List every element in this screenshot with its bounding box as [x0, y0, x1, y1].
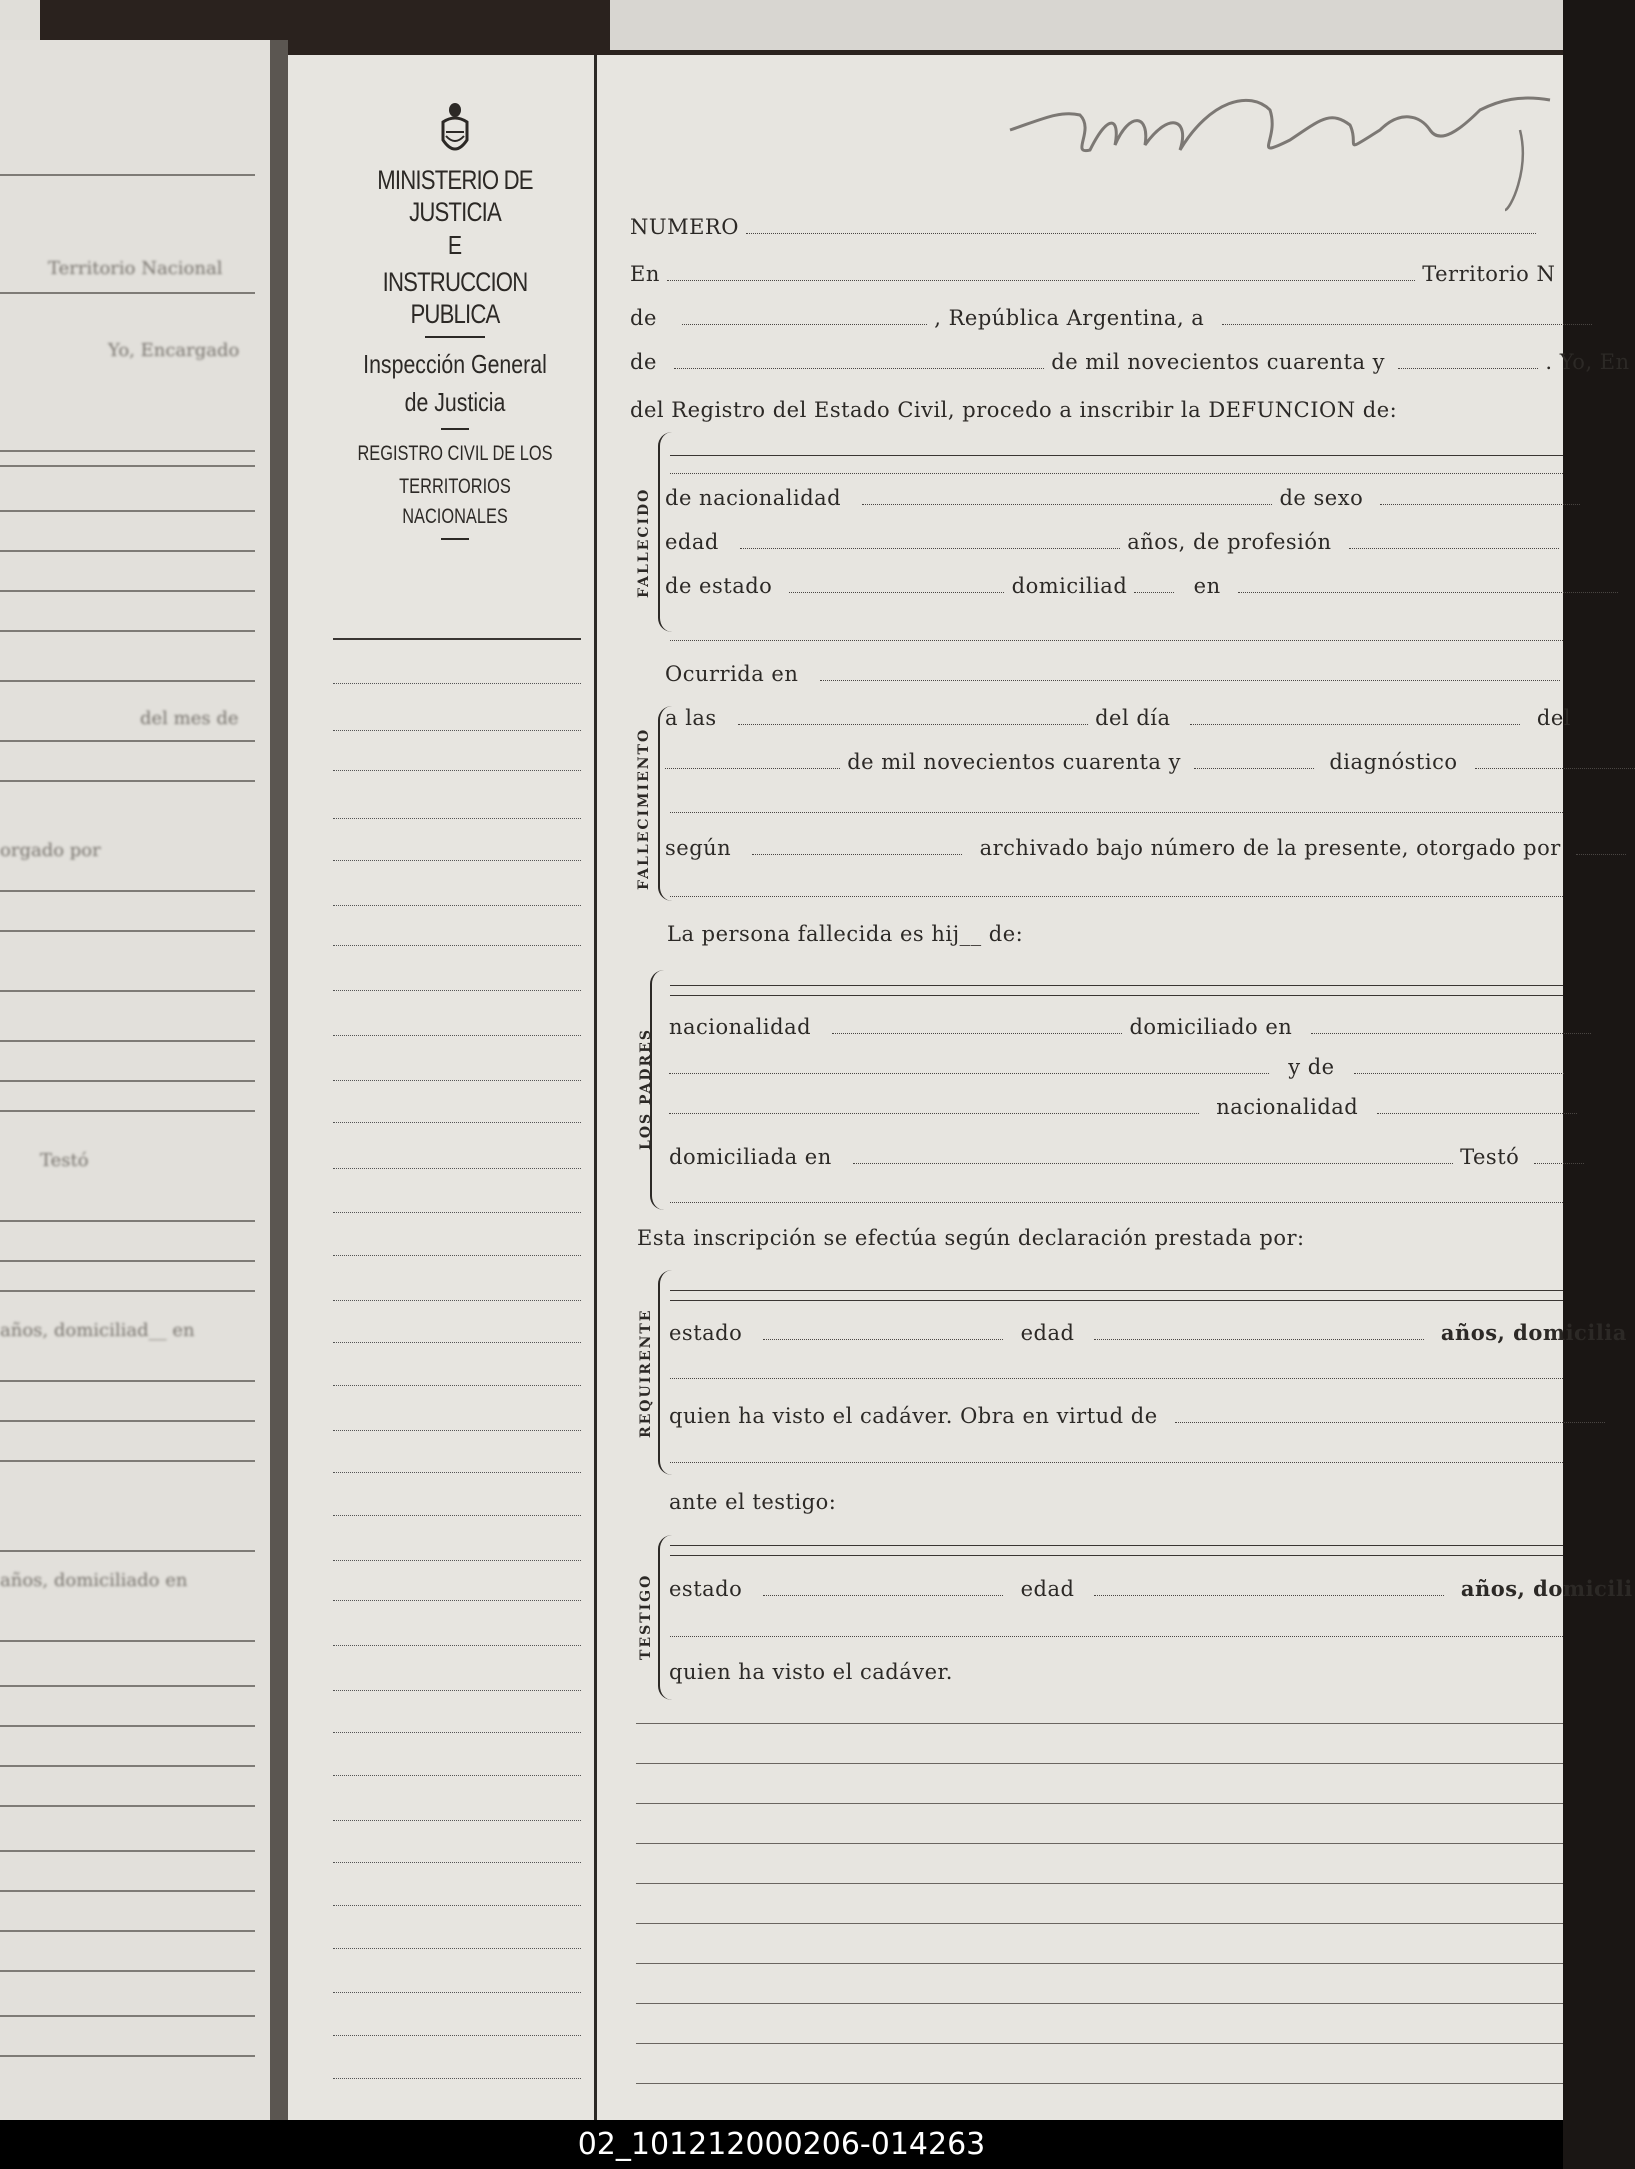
section-label-fallecimiento: FALLECIMIENTO — [636, 727, 652, 890]
brace-fallecimiento — [658, 706, 672, 901]
padre-domicilio-field[interactable] — [1311, 1019, 1591, 1034]
otorgado-field[interactable] — [1576, 840, 1626, 855]
mes-field[interactable] — [665, 754, 840, 769]
inspection-line1: Inspección General — [363, 349, 547, 379]
registry-line2: TERRITORIOS NACIONALES — [399, 475, 511, 528]
en-label-fallecido: en — [1193, 574, 1221, 598]
req-quien-label: quien ha visto el cadáver. Obra en virtud de — [669, 1404, 1158, 1428]
test-edad-label: edad — [1020, 1577, 1075, 1601]
madre-nacionalidad-field[interactable] — [1377, 1099, 1577, 1114]
anos-profesion-label: años, de profesión — [1127, 530, 1332, 554]
diagnostico-label: diagnóstico — [1329, 750, 1458, 774]
left-frag-domiciliado: años, domiciliado en — [0, 1570, 188, 1591]
anio-field-2[interactable] — [1194, 754, 1314, 769]
profesion-field[interactable] — [1349, 534, 1559, 549]
signature-scribble — [1000, 70, 1560, 210]
req-anos-dom-label: años, domicilia — [1440, 1320, 1627, 1345]
test-anos-dom-label: años, domicili — [1460, 1576, 1633, 1601]
next-sheet-edge — [610, 0, 1563, 50]
ministry-line1: MINISTERIO DE JUSTICIA — [377, 165, 533, 227]
y-de-label: y de — [1288, 1055, 1335, 1079]
edad-field[interactable] — [740, 534, 1120, 549]
del-dia-label: del día — [1095, 706, 1171, 730]
book-gutter — [270, 40, 288, 2120]
anio-field[interactable] — [1398, 354, 1538, 369]
de-label-1: de — [630, 306, 657, 330]
section-label-padres: LOS PADRES — [638, 1028, 654, 1150]
numero-field[interactable] — [746, 219, 1536, 234]
req-obra-field[interactable] — [1175, 1408, 1605, 1423]
de-field-1[interactable] — [682, 310, 927, 325]
mil-nov-label-2: de mil novecientos cuarenta y — [847, 750, 1181, 774]
left-frag-mes: del mes de — [140, 708, 239, 729]
sexo-field[interactable] — [1380, 490, 1580, 505]
madre-nombre-field[interactable] — [1354, 1059, 1564, 1074]
section-label-requirente: REQUIRENTE — [638, 1308, 654, 1438]
ocurrida-label: Ocurrida en — [665, 662, 799, 686]
estado-label: de estado — [665, 574, 773, 598]
padre-nacionalidad-label: nacionalidad — [669, 1015, 812, 1039]
diagnostico-field[interactable] — [1475, 754, 1635, 769]
de-label-2: de — [630, 350, 657, 374]
left-page — [0, 40, 270, 2120]
section-label-testigo: TESTIGO — [638, 1573, 654, 1660]
test-edad-field[interactable] — [1094, 1581, 1444, 1596]
padre-domiciliado-label: domiciliado en — [1129, 1015, 1293, 1039]
test-estado-field[interactable] — [763, 1581, 1003, 1596]
nacionalidad-label: de nacionalidad — [665, 486, 842, 510]
territorio-label: Territorio N — [1422, 262, 1556, 286]
madre-nombre-cont-field[interactable] — [669, 1099, 1199, 1114]
left-frag-territorio: Territorio Nacional — [48, 258, 223, 279]
edad-label: edad — [665, 530, 719, 554]
a-las-label: a las — [665, 706, 717, 730]
left-frag-encargado: Yo, Encargado — [108, 340, 240, 361]
test-estado-label: estado — [669, 1577, 743, 1601]
left-frag-orgado: orgado por — [0, 840, 101, 861]
req-edad-field[interactable] — [1094, 1325, 1424, 1340]
image-id-caption: 02_101212000206-014263 — [0, 2120, 1563, 2169]
en-field[interactable] — [667, 266, 1415, 281]
del-registro-label: del Registro del Estado Civil, procedo a inscribir la DEFUNCION de: — [630, 398, 1398, 422]
ministry-line2: E — [447, 230, 463, 260]
nacionalidad-field[interactable] — [862, 490, 1272, 505]
dia-field[interactable] — [1190, 710, 1520, 725]
inspection-line2: de Justicia — [404, 387, 506, 417]
en-label: En — [630, 262, 660, 286]
domicilio-field[interactable] — [1238, 578, 1618, 593]
del-label: del — [1536, 706, 1572, 730]
padre-nacionalidad-field[interactable] — [832, 1019, 1122, 1034]
hora-field[interactable] — [738, 710, 1088, 725]
req-edad-label: edad — [1020, 1321, 1075, 1345]
domiciliad-label: domiciliad — [1011, 574, 1128, 598]
numero-label: NUMERO — [630, 215, 739, 239]
coat-of-arms-icon — [438, 100, 472, 160]
ocurrida-field[interactable] — [820, 666, 1560, 681]
padre-domicilio-cont-field[interactable] — [669, 1059, 1269, 1074]
left-frag-domiciliad: años, domiciliad__ en — [0, 1320, 195, 1341]
sexo-label: de sexo — [1279, 486, 1364, 510]
req-estado-label: estado — [669, 1321, 743, 1345]
segun-field[interactable] — [752, 840, 962, 855]
section-label-fallecido: FALLECIDO — [636, 487, 652, 598]
hija-de-label: La persona fallecida es hij__ de: — [667, 922, 1024, 946]
left-frag-testo: Testó — [40, 1150, 89, 1171]
madre-domicilio-field[interactable] — [853, 1149, 1453, 1164]
segun-label: según — [665, 836, 732, 860]
ministry-header — [320, 100, 590, 546]
fecha-field[interactable] — [1222, 310, 1592, 325]
req-estado-field[interactable] — [763, 1325, 1003, 1340]
inscripcion-label: Esta inscripción se efectúa según declaración prestada por: — [637, 1226, 1305, 1250]
ministry-line3: INSTRUCCION PUBLICA — [382, 267, 528, 329]
mil-novecientos-label: de mil novecientos cuarenta y — [1051, 350, 1386, 374]
testo-label: Testó — [1460, 1145, 1520, 1169]
archivado-label: archivado bajo número de la presente, otorgado por — [979, 836, 1561, 860]
de-field-2[interactable] — [674, 354, 1044, 369]
test-quien-label: quien ha visto el cadáver. — [669, 1660, 953, 1684]
domiciliad-suffix-field[interactable] — [1134, 578, 1174, 593]
estado-field[interactable] — [789, 578, 1004, 593]
registry-line1: REGISTRO CIVIL DE LOS — [357, 442, 553, 465]
margin-divider — [594, 55, 597, 2120]
ante-testigo-label: ante el testigo: — [669, 1490, 837, 1514]
domiciliada-en-label: domiciliada en — [669, 1145, 832, 1169]
yo-en-label: . Yo, En — [1545, 350, 1630, 374]
madre-nacionalidad-label: nacionalidad — [1216, 1095, 1359, 1119]
republica-label: , República Argentina, a — [934, 306, 1205, 330]
testo-field[interactable] — [1534, 1149, 1584, 1164]
